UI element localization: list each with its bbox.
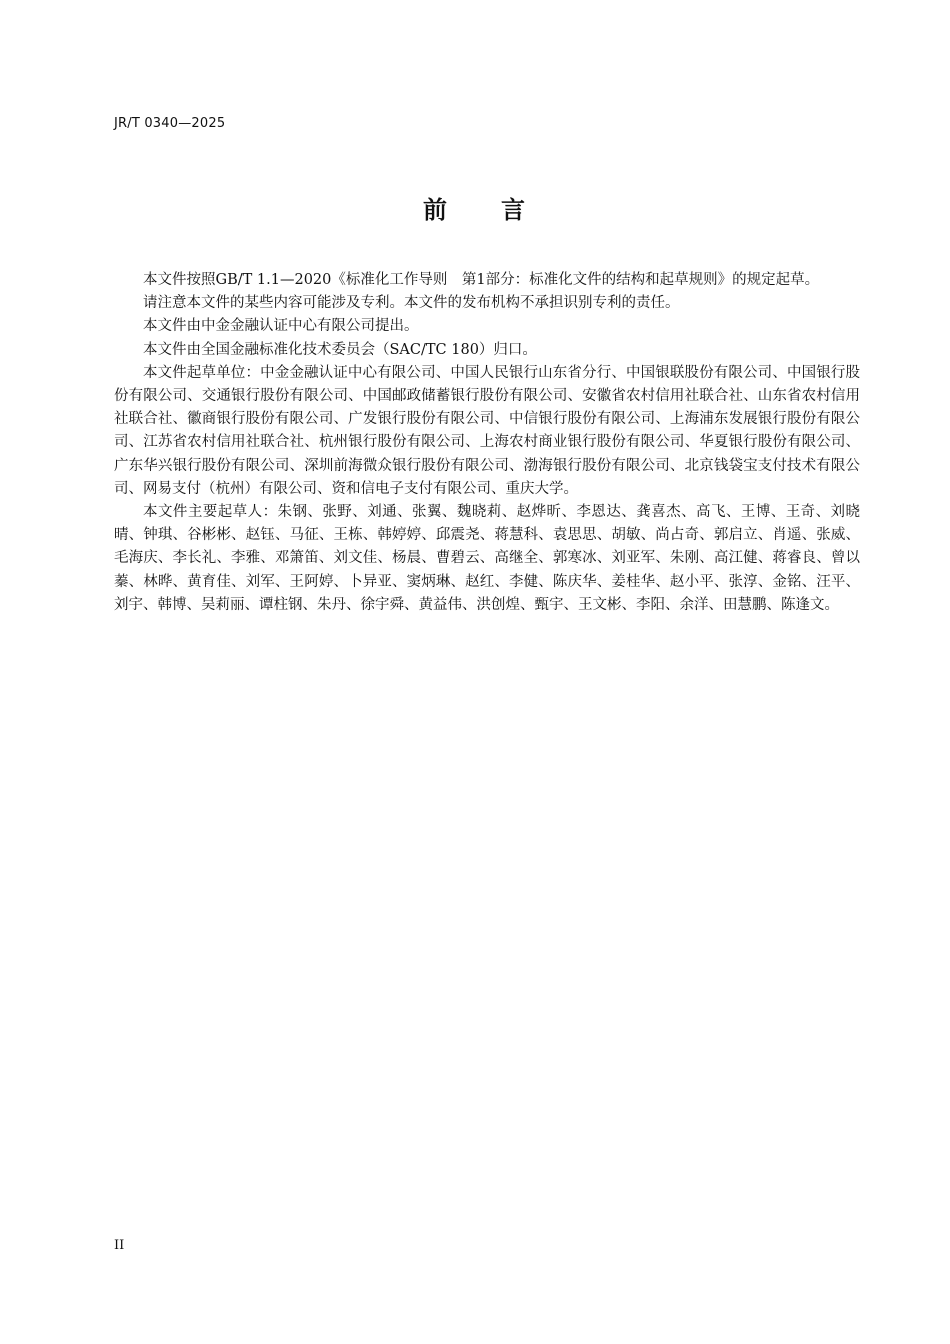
page-number: II: [114, 1238, 125, 1253]
page-title: 前 言: [423, 196, 527, 224]
document-code: JR/T 0340—2025: [114, 116, 226, 131]
paragraph-drafting-organizations: 本文件起草单位：中金金融认证中心有限公司、中国人民银行山东省分行、中国银联股份有限公司、中国银行股份有限公司、交通银行股份有限公司、中国邮政储蓄银行股份有限公司、安徽省农村信用社联合社、山东省农村信用社联合社、徽商银行股份有限公司、广发银行股份有限公司、中信银行股份有限公司、上海浦东发展银行股份有限公司、江苏省农村信用社联合社、杭州银行股份有限公司、上海农村商业银行股份有限公司、华夏银行股份有限公司、广东华兴银行股份有限公司、深圳前海微众银行股份有限公司、渤海银行股份有限公司、北京钱袋宝支付技术有限公司、网易支付（杭州）有限公司、资和信电子支付有限公司、重庆大学。: [114, 364, 860, 497]
paragraph-main-drafters: 本文件主要起草人：朱钢、张野、刘通、张翼、魏晓莉、赵烨昕、李恩达、龚喜杰、高飞、王博、王奇、刘晓晴、钟琪、谷彬彬、赵钰、马征、王栋、韩婷婷、邱震尧、蒋慧科、袁思思、胡敏、尚占奇、郭启立、肖遥、张威、毛海庆、李长礼、李雅、邓箫笛、刘文佳、杨晨、曹碧云、高继全、郭寒冰、刘亚军、朱刚、高江健、蒋睿良、曾以蓁、林晔、黄育佳、刘军、王阿婷、卜异亚、窦炳琳、赵红、李健、陈庆华、姜桂华、赵小平、张淳、金铭、汪平、刘宇、韩博、吴莉丽、谭柱钢、朱丹、徐宇舜、黄益伟、洪创煌、甄宇、王文彬、李阳、余洋、田慧鹏、陈逢文。: [114, 504, 860, 613]
preface-body: [114, 269, 860, 617]
paragraph-proposer: 本文件由中金金融认证中心有限公司提出。: [143, 318, 419, 335]
paragraph-patent-notice: 请注意本文件的某些内容可能涉及专利。本文件的发布机构不承担识别专利的责任。: [143, 295, 680, 312]
paragraph-drafting-rules: 本文件按照GB/T 1.1—2020《标准化工作导则 第1部分：标准化文件的结构和起草规则》的规定起草。: [143, 272, 820, 288]
paragraph-technical-committee: 本文件由全国金融标准化技术委员会（SAC/TC 180）归口。: [143, 341, 537, 358]
